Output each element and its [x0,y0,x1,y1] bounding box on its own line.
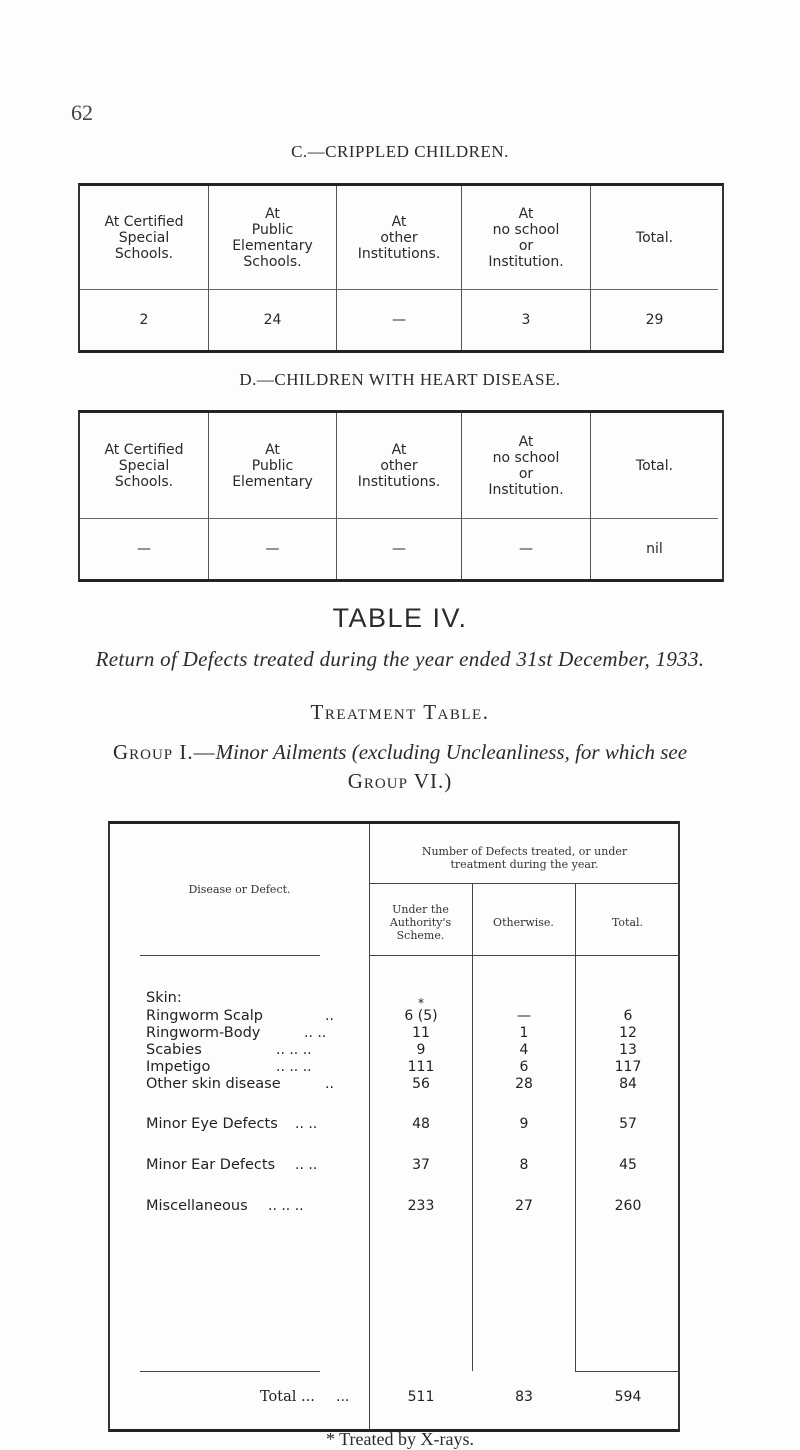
leader-dots: .. .. [295,1116,318,1132]
group-i-heading [0,740,800,765]
value-no-school: 3 [461,290,590,350]
value-other-institutions: — [336,519,461,579]
value-public-elementary: 24 [208,290,336,350]
cell-scheme: 56 [412,1076,430,1092]
cell-otherwise: 27 [515,1198,533,1214]
cell-total: 45 [619,1157,637,1173]
header-authority-scheme: Under the Authority's Scheme. [389,903,452,942]
leader-dots: .. .. [304,1025,327,1041]
cell-total: 117 [614,1059,642,1075]
header-disease-or-defect: Disease or Defect. [188,883,291,896]
return-subtitle: Return of Defects treated during the year ended 31st December, 1933. [95,647,705,671]
page-number: 62 [71,100,93,125]
cell-scheme: 37 [412,1157,430,1173]
cell-otherwise: 9 [519,1116,529,1132]
row-label: Minor Ear Defects [146,1157,276,1173]
heart-disease-table [78,410,724,582]
cell-scheme: 233 [407,1198,435,1214]
header-no-school: At no school or Institution. [461,413,590,519]
header-no-school: At no school or Institution. [461,186,590,290]
total-scheme: 511 [407,1389,435,1405]
row-label: Impetigo [146,1059,211,1075]
divider [369,883,680,884]
section-c-title: C.—CRIPPLED CHILDREN. [291,142,509,161]
treatment-table [108,821,680,1432]
cell-total: 260 [614,1198,642,1214]
header-certified-schools: At Certified Special Schools. [80,413,208,519]
row-label: Scabies [146,1042,202,1058]
value-total: nil [590,519,718,579]
cell-scheme: 48 [412,1116,430,1132]
row-label: Minor Eye Defects [146,1116,278,1132]
value-public-elementary: — [208,519,336,579]
cell-total: 84 [619,1076,637,1092]
group-description: Minor Ailments (excluding Uncleanliness, for which see [215,740,688,764]
cell-total: 57 [619,1116,637,1132]
leader-dots: .. [325,1076,334,1092]
cell-otherwise: 28 [515,1076,533,1092]
section-d-title: D.—CHILDREN WITH HEART DISEASE. [239,370,561,389]
divider [140,955,320,956]
cell-total: 6 [623,1008,633,1024]
cell-scheme: 111 [407,1059,435,1075]
leader-dots: ... [336,1389,350,1405]
row-label: Ringworm-Body [146,1025,261,1041]
value-total: 29 [590,290,718,350]
header-number-of-defects: Number of Defects treated, or under treatment during the year. [421,845,628,871]
cell-total: 13 [619,1042,637,1058]
divider [575,883,576,1371]
header-total: Total. [590,186,718,290]
cell-otherwise: — [517,1008,531,1024]
row-label: Ringworm Scalp [146,1008,263,1024]
divider [472,883,473,1371]
leader-dots: .. .. [295,1157,318,1173]
header-public-elementary: At Public Elementary [208,413,336,519]
header-other-institutions: At other Institutions. [336,186,461,290]
cell-total: 12 [619,1025,637,1041]
total-label: Total ... [260,1389,315,1405]
cell-otherwise: 1 [519,1025,529,1041]
header-otherwise: Otherwise. [493,916,554,929]
value-no-school: — [461,519,590,579]
value-other-institutions: — [336,290,461,350]
crippled-children-table [78,183,724,353]
cell-otherwise: 4 [519,1042,529,1058]
cell-scheme: 11 [412,1025,430,1041]
total-otherwise: 83 [515,1389,533,1405]
cell-scheme: 6 (5) [404,1008,438,1024]
leader-dots: .. [325,1008,334,1024]
row-label: Miscellaneous [146,1198,248,1214]
table-row [80,519,722,579]
header-total: Total. [590,413,718,519]
table-header-row [80,186,722,290]
header-total: Total. [611,916,644,929]
table-header-row [80,413,722,519]
group-prefix: Group I.— [112,740,216,764]
header-other-institutions: At other Institutions. [336,413,461,519]
divider [575,1371,680,1372]
table-row [80,290,722,350]
footnote: * Treated by X-rays. [326,1429,474,1449]
header-certified-schools: At Certified Special Schools. [80,186,208,290]
total-total: 594 [614,1389,642,1405]
treatment-table-title: Treatment Table. [310,700,490,724]
skin-group-label: Skin: [146,990,182,1006]
leader-dots: .. .. .. [276,1059,312,1075]
xray-marker: * [418,996,424,1010]
divider [369,955,680,956]
divider [140,1371,320,1372]
value-certified-schools: — [137,541,151,557]
table-iv-title: TABLE IV. [332,603,468,633]
cell-otherwise: 6 [519,1059,529,1075]
row-label: Other skin disease [146,1076,281,1092]
cell-otherwise: 8 [519,1157,529,1173]
cell-scheme: 9 [416,1042,426,1058]
leader-dots: .. .. .. [276,1042,312,1058]
group-i-heading-cont: Group VI.) [347,769,453,793]
leader-dots: .. .. .. [268,1198,304,1214]
value-certified-schools: 2 [139,312,149,328]
header-public-elementary: At Public Elementary Schools. [208,186,336,290]
